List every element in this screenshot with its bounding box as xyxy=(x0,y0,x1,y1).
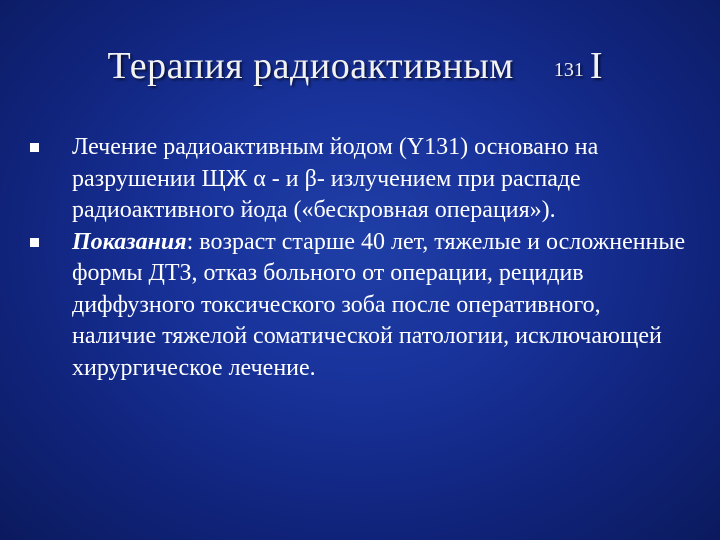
title-element-symbol: I xyxy=(589,45,603,87)
bullet-text: : возраст старше 40 лет, тяжелые и осложненные формы ДТЗ, отказ больного от операции, рецидив диффузного токсического зоба после оперативного, наличие тяжелой соматической патологии, исключающей хирургическое лечение. xyxy=(72,228,686,381)
bullet-term-indications: Показания xyxy=(72,228,187,255)
square-bullet-icon xyxy=(30,143,39,152)
title-main-text: Терапия радиоактивным xyxy=(107,45,514,87)
bullet-item-treatment xyxy=(30,132,690,227)
title-isotope-mass-number: 131 xyxy=(553,59,584,81)
bullet-item-indications xyxy=(30,227,690,385)
slide-title xyxy=(0,44,720,88)
bullet-text: Лечение радиоактивным йодом (Y131) основано на разрушении ЩЖ α - и β- излучением при распаде радиоактивного йода («бескровная операция»). xyxy=(72,134,599,223)
bullet-list xyxy=(30,132,690,384)
square-bullet-icon xyxy=(30,238,39,247)
